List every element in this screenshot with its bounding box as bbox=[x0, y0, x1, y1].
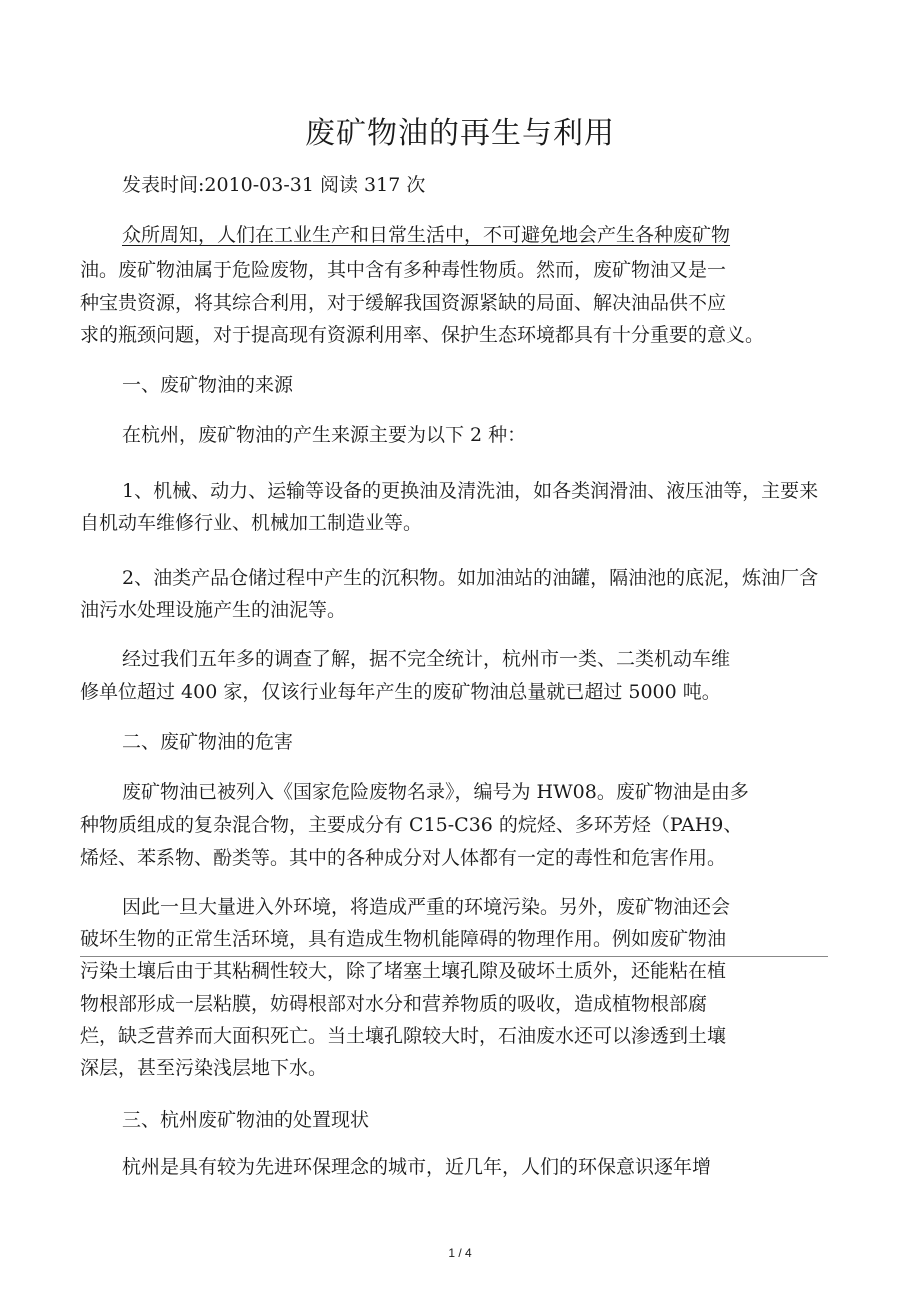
paragraph-line: 2、油类产品仓储过程中产生的沉积物。如加油站的油罐，隔油池的底泥，炼油厂含 bbox=[122, 567, 819, 589]
paragraph-line: 经过我们五年多的调查了解，据不完全统计，杭州市一类、二类机动车维 bbox=[122, 648, 731, 670]
paragraph-line: 自机动车维修行业、机械加工制造业等。 bbox=[80, 512, 423, 534]
paragraph-line: 油污水处理设施产生的油泥等。 bbox=[80, 599, 347, 621]
page-number: 1 / 4 bbox=[448, 1246, 472, 1260]
paragraph-line: 污染土壤后由于其粘稠性较大，除了堵塞土壤孔隙及破坏土质外，还能粘在植 bbox=[80, 960, 727, 982]
document-title: 废矿物油的再生与利用 bbox=[305, 116, 615, 151]
paragraph-line: 修单位超过 400 家，仅该行业每年产生的废矿物油总量就已超过 5000 吨。 bbox=[80, 681, 721, 703]
publish-meta: 发表时间:2010-03-31 阅读 317 次 bbox=[122, 174, 426, 196]
paragraph-line: 1、机械、动力、运输等设备的更换油及清洗油，如各类润滑油、液压油等，主要来 bbox=[122, 480, 819, 502]
paragraph-line: 种物质组成的复杂混合物，主要成分有 C15-C36 的烷烃、多环芳烃（PAH9、 bbox=[80, 814, 743, 836]
paragraph-line: 众所周知，人们在工业生产和日常生活中，不可避免地会产生各种废矿物 bbox=[122, 224, 731, 246]
paragraph-line: 烯烃、苯系物、酚类等。其中的各种成分对人体都有一定的毒性和危害作用。 bbox=[80, 847, 727, 869]
section-heading: 三、杭州废矿物油的处置现状 bbox=[122, 1109, 370, 1131]
paragraph-line: 在杭州，废矿物油的产生来源主要为以下 2 种： bbox=[122, 424, 527, 446]
paragraph-line: 物根部形成一层粘膜，妨碍根部对水分和营养物质的吸收，造成植物根部腐 bbox=[80, 993, 708, 1015]
paragraph-line: 破坏生物的正常生活环境，具有造成生物机能障碍的物理作用。例如废矿物油 bbox=[80, 928, 727, 950]
paragraph-line: 因此一旦大量进入外环境，将造成严重的环境污染。另外，废矿物油还会 bbox=[122, 896, 731, 918]
section-heading: 二、废矿物油的危害 bbox=[122, 731, 294, 753]
paragraph-line: 种宝贵资源，将其综合利用，对于缓解我国资源紧缺的局面、解决油品供不应 bbox=[80, 292, 727, 314]
paragraph-line: 求的瓶颈问题，对于提高现有资源利用率、保护生态环境都具有十分重要的意义。 bbox=[80, 324, 765, 346]
horizontal-rule bbox=[80, 956, 828, 957]
section-heading: 一、废矿物油的来源 bbox=[122, 374, 294, 396]
paragraph-line: 杭州是具有较为先进环保理念的城市，近几年，人们的环保意识逐年增 bbox=[122, 1156, 712, 1178]
paragraph-line: 废矿物油已被列入《国家危险废物名录》，编号为 HW08。废矿物油是由多 bbox=[122, 781, 749, 803]
paragraph-line: 烂，缺乏营养而大面积死亡。当土壤孔隙较大时，石油废水还可以渗透到土壤 bbox=[80, 1025, 727, 1047]
paragraph-line: 油。废矿物油属于危险废物，其中含有多种毒性物质。然而，废矿物油又是一 bbox=[80, 259, 727, 281]
paragraph-line: 深层，甚至污染浅层地下水。 bbox=[80, 1057, 328, 1079]
